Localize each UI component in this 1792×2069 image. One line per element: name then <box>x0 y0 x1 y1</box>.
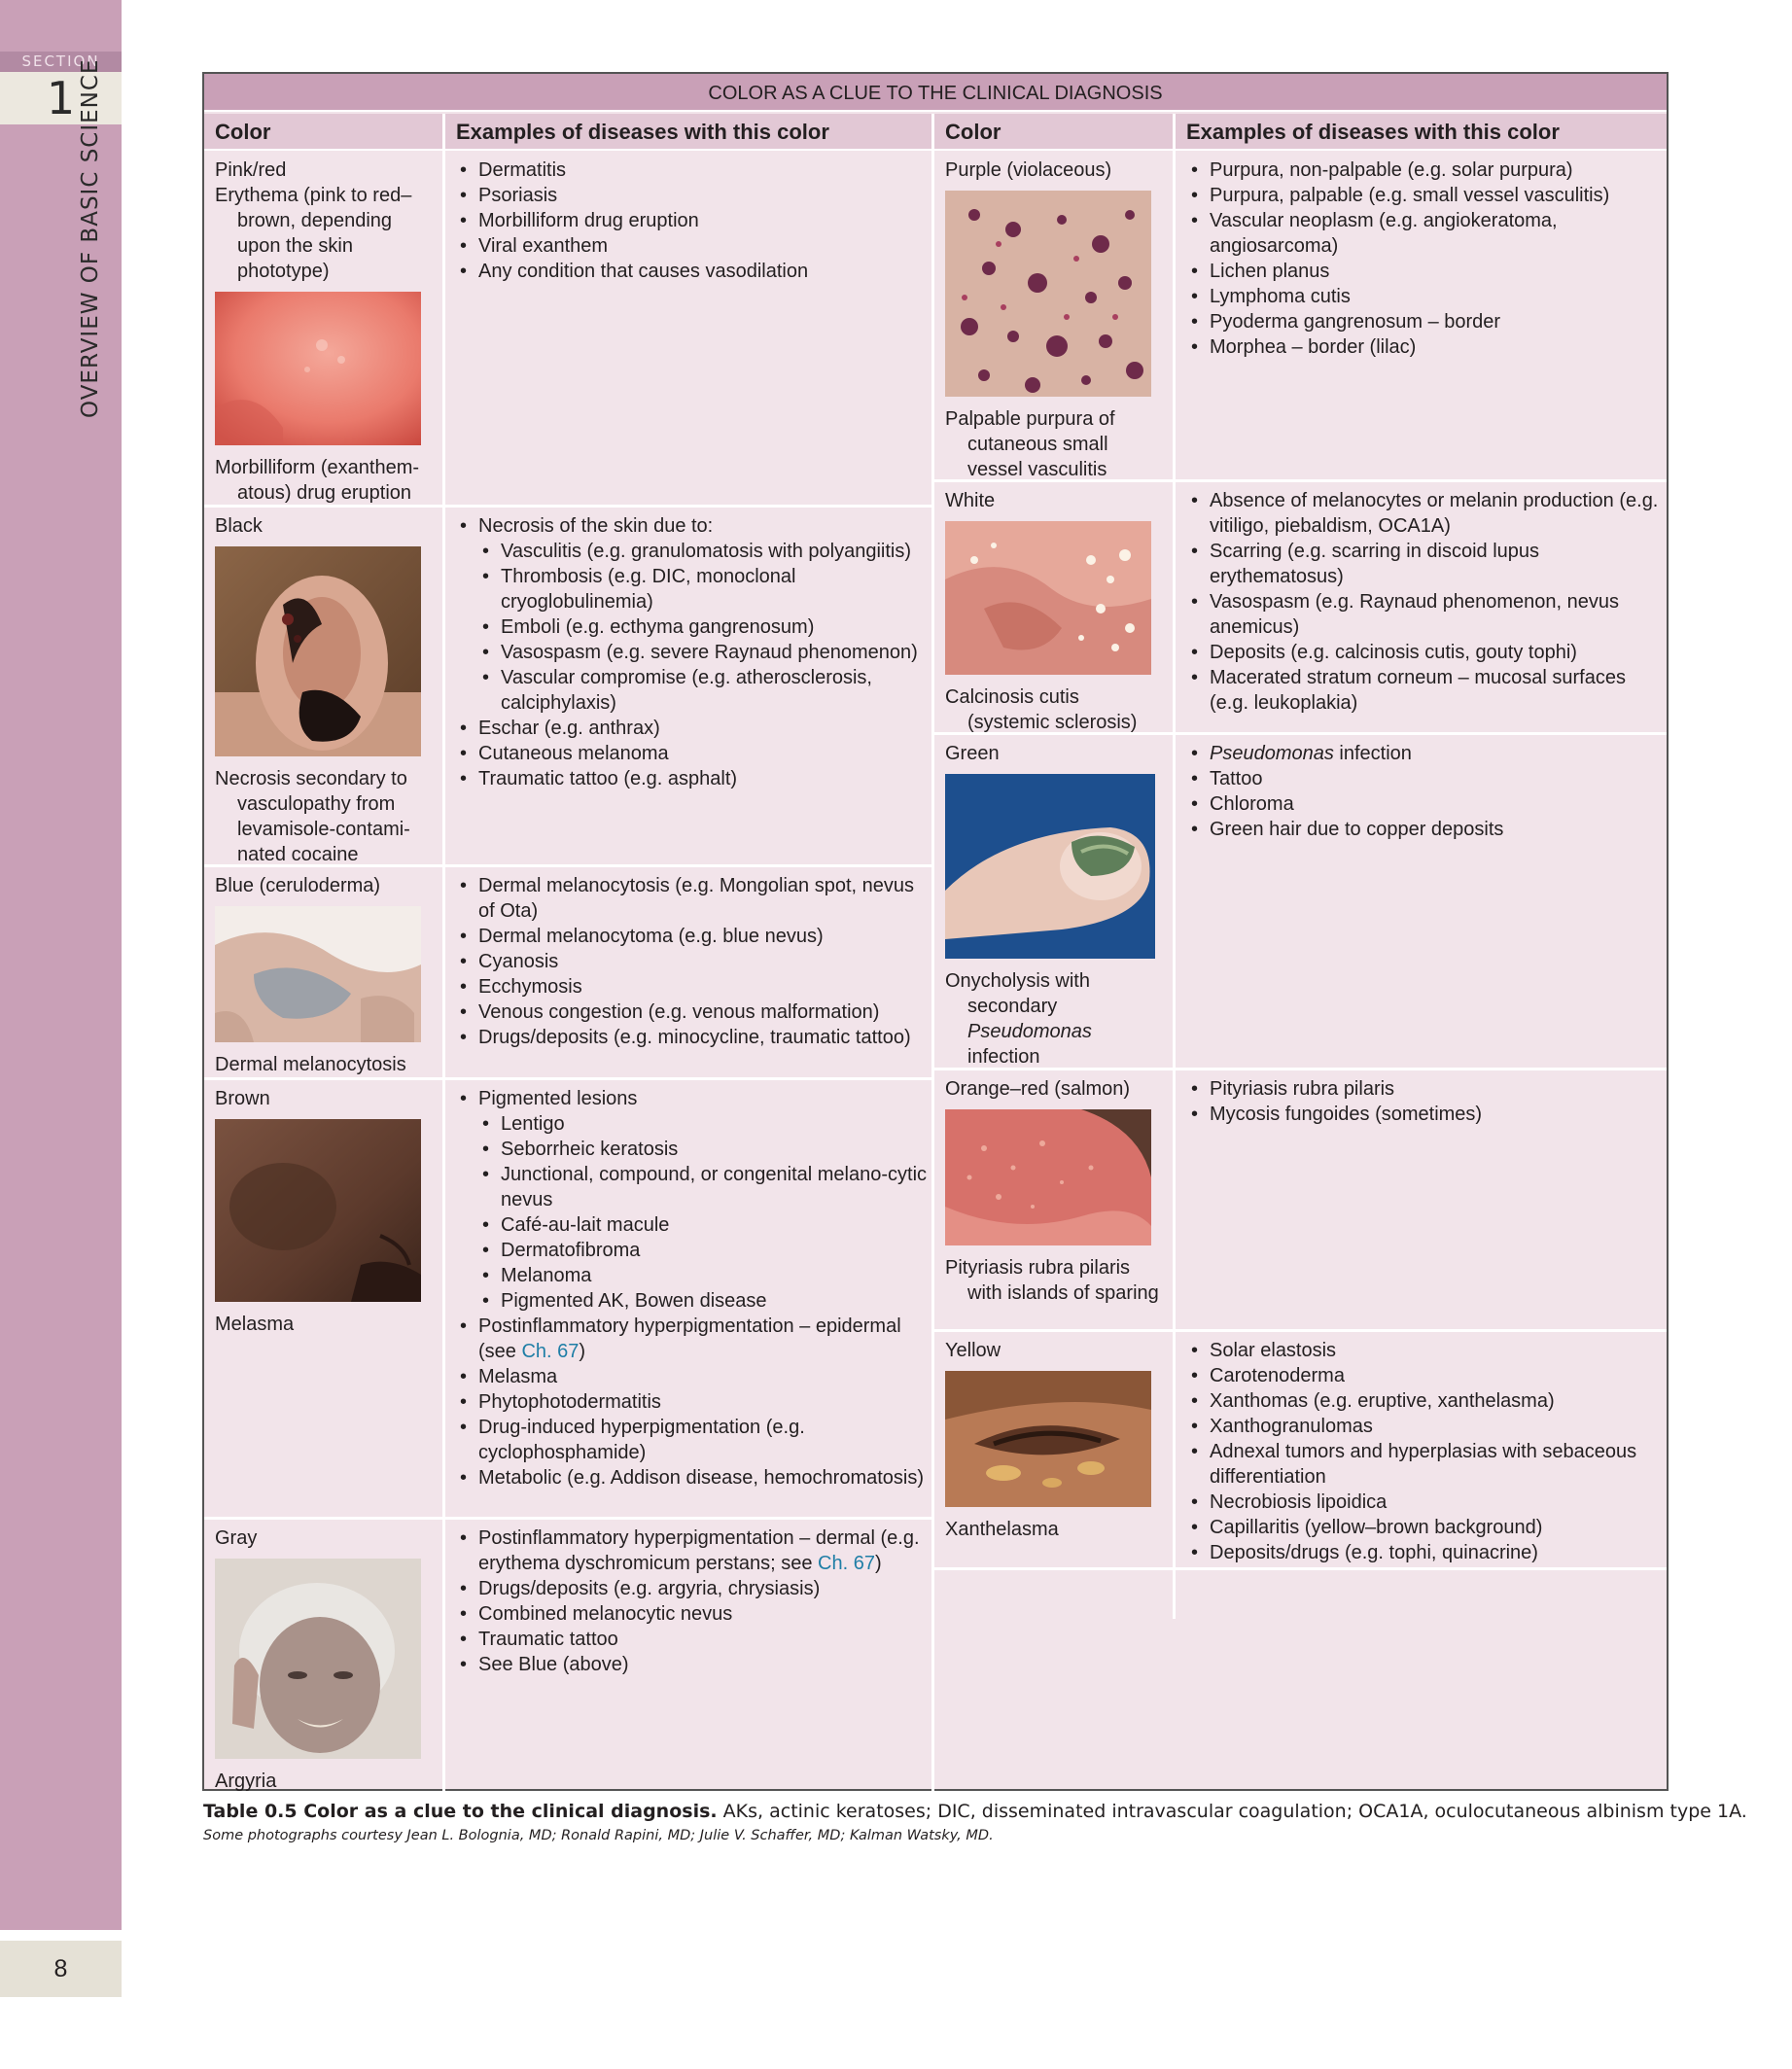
sublist-item: • Vasculitis (e.g. granulomatosis with polyangiitis) <box>478 539 931 564</box>
list-item: • Lymphoma cutis <box>1187 284 1662 309</box>
section-tab <box>0 52 122 72</box>
examples-cell-brown <box>456 1086 931 1490</box>
caption-text: Onycholysis with secondary <box>945 970 1090 1017</box>
examples-cell-blue <box>456 873 931 1050</box>
list-item: • Cyanosis <box>456 949 931 974</box>
sublist-item: • Dermatofibroma <box>478 1238 931 1263</box>
list-item-text: Postinflammatory hyperpigmentation – dermal (e.g. erythema dyschromicum perstans; see <box>478 1527 920 1574</box>
photo-pityriasis-rubra-pilaris <box>945 1109 1151 1245</box>
sidebar-band <box>0 0 122 1930</box>
color-label: Yellow <box>945 1340 1001 1361</box>
list-item: • Pyoderma gangrenosum – border <box>1187 309 1662 334</box>
list-item: • Solar elastosis <box>1187 1338 1662 1363</box>
list-item: • Green hair due to copper deposits <box>1187 817 1662 842</box>
disease-list <box>1187 1076 1662 1127</box>
examples-cell-black <box>456 513 931 791</box>
list-item: • Purpura, non-palpable (e.g. solar purpura) <box>1187 158 1662 183</box>
list-item: • Vasospasm (e.g. Raynaud phenomenon, nevus anemicus) <box>1187 589 1662 640</box>
list-item-text: infection <box>1333 743 1412 764</box>
column-divider <box>1173 114 1176 1619</box>
list-item: • Morphea – border (lilac) <box>1187 334 1662 360</box>
color-sublabel: Erythema (pink to red–brown, depending upon the skin phototype) <box>215 185 412 282</box>
photo-melasma <box>215 1119 421 1302</box>
list-item: • Scarring (e.g. scarring in discoid lupus erythematosus) <box>1187 539 1662 589</box>
list-item-text-end: ) <box>874 1553 882 1574</box>
list-item: • Drug-induced hyperpigmentation (e.g. cyclophosphamide) <box>456 1415 931 1465</box>
page-number: 8 <box>53 1955 68 1982</box>
list-item: • Xanthogranulomas <box>1187 1414 1662 1439</box>
color-cell-white <box>945 488 1165 735</box>
sidebar <box>0 0 122 2069</box>
photo-caption: Calcinosis cutis (systemic sclerosis) <box>945 686 1138 733</box>
list-item: • Chloroma <box>1187 791 1662 817</box>
sublist-item: • Café-au-lait macule <box>478 1212 931 1238</box>
color-label: Orange–red (salmon) <box>945 1078 1131 1100</box>
disease-sublist <box>478 539 931 716</box>
section-title: OVERVIEW OF BASIC SCIENCE <box>78 58 103 418</box>
sublist-item: • Vasospasm (e.g. severe Raynaud phenomenon) <box>478 640 931 665</box>
header-color-right: Color <box>934 114 1173 151</box>
list-item <box>1187 741 1662 766</box>
list-item-text-end: ) <box>579 1341 586 1362</box>
color-label: Purple (violaceous) <box>945 159 1112 181</box>
list-item: • Dermal melanocytoma (e.g. blue nevus) <box>456 924 931 949</box>
list-item-italic: Pseudomonas <box>1210 743 1334 764</box>
list-item-text: Postinflammatory hyperpigmentation – epidermal (see <box>478 1315 901 1362</box>
list-item: • Xanthomas (e.g. eruptive, xanthelasma) <box>1187 1388 1662 1414</box>
color-cell-orange-red <box>945 1076 1165 1306</box>
list-item: • Psoriasis <box>456 183 923 208</box>
list-item: • Capillaritis (yellow–brown background) <box>1187 1515 1662 1540</box>
page-number-box <box>0 1941 122 1997</box>
table-caption-label: Table 0.5 Color as a clue to the clinical diagnosis. <box>203 1801 718 1822</box>
list-item: • Absence of melanocytes or melanin production (e.g. vitiligo, piebaldism, OCA1A) <box>1187 488 1662 539</box>
row-divider <box>204 1077 931 1080</box>
list-item: • Purpura, palpable (e.g. small vessel vasculitis) <box>1187 183 1662 208</box>
list-item: • Deposits/drugs (e.g. tophi, quinacrine) <box>1187 1540 1662 1565</box>
list-item <box>456 1086 931 1314</box>
header-examples-left: Examples of diseases with this color <box>445 114 931 151</box>
color-label: Blue (ceruloderma) <box>215 875 381 896</box>
list-item: • Combined melanocytic nevus <box>456 1601 931 1627</box>
photo-calcinosis-cutis <box>945 521 1151 675</box>
column-divider <box>442 114 445 1791</box>
photo-ear-necrosis <box>215 546 421 756</box>
list-item: • Necrobiosis lipoidica <box>1187 1490 1662 1515</box>
sublist-item: • Thrombosis (e.g. DIC, monoclonal cryoglobulinemia) <box>478 564 931 614</box>
color-cell-blue <box>215 873 435 1077</box>
disease-list <box>1187 741 1662 842</box>
list-item: • Adnexal tumors and hyperplasias with sebaceous differentiation <box>1187 1439 1662 1490</box>
row-divider <box>934 1329 1667 1332</box>
list-item: • Venous congestion (e.g. venous malformation) <box>456 999 931 1025</box>
color-label: Pink/red <box>215 159 287 181</box>
color-cell-purple <box>945 158 1165 482</box>
disease-list <box>456 1086 931 1490</box>
list-item: • Melasma <box>456 1364 931 1389</box>
list-item: • Deposits (e.g. calcinosis cutis, gouty tophi) <box>1187 640 1662 665</box>
list-item <box>456 1525 931 1576</box>
photo-caption: Pityriasis rubra pilaris with islands of sparing <box>945 1257 1159 1304</box>
list-item: • Metabolic (e.g. Addison disease, hemochromatosis) <box>456 1465 931 1490</box>
list-item: • Cutaneous melanoma <box>456 741 931 766</box>
list-item: • Any condition that causes vasodilation <box>456 259 923 284</box>
photo-caption: Xanthelasma <box>945 1519 1059 1540</box>
list-item: • Pityriasis rubra pilaris <box>1187 1076 1662 1102</box>
color-cell-black <box>215 513 435 867</box>
row-divider <box>934 1567 1667 1570</box>
photo-caption: Dermal melanocytosis <box>215 1054 406 1075</box>
list-item-intro: Pigmented lesions <box>478 1088 638 1109</box>
caption-italic: Pseudomonas <box>967 1021 1092 1042</box>
list-item-intro: Necrosis of the skin due to: <box>478 515 714 537</box>
sublist-item: • Melanoma <box>478 1263 931 1288</box>
disease-list <box>456 873 931 1050</box>
photo-xanthelasma <box>945 1371 1151 1507</box>
color-label: Gray <box>215 1527 258 1549</box>
list-item: • Vascular neoplasm (e.g. angiokeratoma, angiosarcoma) <box>1187 208 1662 259</box>
examples-cell-yellow <box>1187 1338 1662 1565</box>
list-item: • Drugs/deposits (e.g. minocycline, traumatic tattoo) <box>456 1025 931 1050</box>
photo-caption: Morbilliform (exanthem-atous) drug eruption <box>215 457 420 504</box>
photo-morbilliform-eruption <box>215 292 421 445</box>
section-number: 1 <box>46 72 76 124</box>
list-item: • Traumatic tattoo <box>456 1627 931 1652</box>
examples-cell-purple <box>1187 158 1662 360</box>
list-item: • Viral exanthem <box>456 233 923 259</box>
photo-caption: Necrosis secondary to vasculopathy from levamisole-contami-nated cocaine <box>215 768 410 865</box>
section-label: SECTION <box>21 53 100 70</box>
list-item <box>456 1314 931 1364</box>
sublist-item: • Emboli (e.g. ecthyma gangrenosum) <box>478 614 931 640</box>
header-color-left: Color <box>204 114 442 151</box>
photo-credits: Some photographs courtesy Jean L. Bolognia, MD; Ronald Rapini, MD; Julie V. Schaffer, MD; Kalman Watsky, MD. <box>203 1828 994 1843</box>
list-item: • Ecchymosis <box>456 974 931 999</box>
color-cell-pink-red <box>215 158 435 506</box>
list-item: • Lichen planus <box>1187 259 1662 284</box>
header-examples-right: Examples of diseases with this color <box>1176 114 1667 151</box>
color-cell-gray <box>215 1525 435 1794</box>
sublist-item: • Vascular compromise (e.g. atherosclerosis, calciphylaxis) <box>478 665 931 716</box>
list-item: • Phytophotodermatitis <box>456 1389 931 1415</box>
list-item: • Carotenoderma <box>1187 1363 1662 1388</box>
list-item: • Traumatic tattoo (e.g. asphalt) <box>456 766 931 791</box>
row-divider <box>204 1517 931 1520</box>
examples-cell-gray <box>456 1525 931 1677</box>
caption-text-end: infection <box>967 1046 1040 1068</box>
photo-caption: Argyria <box>215 1771 277 1792</box>
sublist-item: • Lentigo <box>478 1111 931 1137</box>
color-label: White <box>945 490 996 511</box>
list-item <box>456 513 931 716</box>
color-label: Brown <box>215 1088 270 1109</box>
disease-list <box>456 1525 931 1677</box>
chapter-link[interactable]: Ch. 67 <box>818 1553 875 1574</box>
photo-dermal-melanocytosis <box>215 906 421 1042</box>
color-label: Green <box>945 743 1000 764</box>
list-item: • Macerated stratum corneum – mucosal surfaces (e.g. leukoplakia) <box>1187 665 1662 716</box>
disease-list <box>456 158 923 284</box>
list-item: • Drugs/deposits (e.g. argyria, chrysiasis) <box>456 1576 931 1601</box>
table-caption <box>203 1800 1759 1823</box>
list-item: • Dermatitis <box>456 158 923 183</box>
examples-cell-pink-red <box>456 158 923 284</box>
sublist-item: • Seborrheic keratosis <box>478 1137 931 1162</box>
list-item: • Tattoo <box>1187 766 1662 791</box>
color-cell-brown <box>215 1086 435 1337</box>
table-title: COLOR AS A CLUE TO THE CLINICAL DIAGNOSIS <box>204 74 1667 112</box>
disease-list <box>1187 158 1662 360</box>
list-item: • Dermal melanocytosis (e.g. Mongolian spot, nevus of Ota) <box>456 873 931 924</box>
color-cell-green <box>945 741 1165 1070</box>
list-item: • See Blue (above) <box>456 1652 931 1677</box>
photo-caption: Palpable purpura of cutaneous small vessel vasculitis <box>945 408 1115 480</box>
disease-list <box>1187 488 1662 716</box>
color-cell-yellow <box>945 1338 1165 1542</box>
examples-cell-orange-red <box>1187 1076 1662 1127</box>
column-divider <box>931 114 934 1791</box>
disease-list <box>456 513 931 791</box>
photo-caption <box>945 968 1165 1070</box>
photo-caption: Melasma <box>215 1314 295 1335</box>
chapter-link[interactable]: Ch. 67 <box>521 1341 580 1362</box>
photo-argyria <box>215 1559 421 1759</box>
list-item: • Mycosis fungoides (sometimes) <box>1187 1102 1662 1127</box>
photo-onycholysis <box>945 774 1155 959</box>
list-item: • Eschar (e.g. anthrax) <box>456 716 931 741</box>
section-number-box <box>0 72 122 124</box>
examples-cell-green <box>1187 741 1662 842</box>
disease-list <box>1187 1338 1662 1565</box>
sublist-item: • Pigmented AK, Bowen disease <box>478 1288 931 1314</box>
photo-palpable-purpura <box>945 191 1151 397</box>
color-label: Black <box>215 515 263 537</box>
list-item: • Morbilliform drug eruption <box>456 208 923 233</box>
sublist-item: • Junctional, compound, or congenital melano-cytic nevus <box>478 1162 931 1212</box>
examples-cell-white <box>1187 488 1662 716</box>
disease-sublist <box>478 1111 931 1314</box>
color-clue-table <box>202 72 1669 1791</box>
table-caption-text: AKs, actinic keratoses; DIC, disseminated intravascular coagulation; OCA1A, oculocutaneous albinism type 1A. <box>717 1801 1747 1822</box>
